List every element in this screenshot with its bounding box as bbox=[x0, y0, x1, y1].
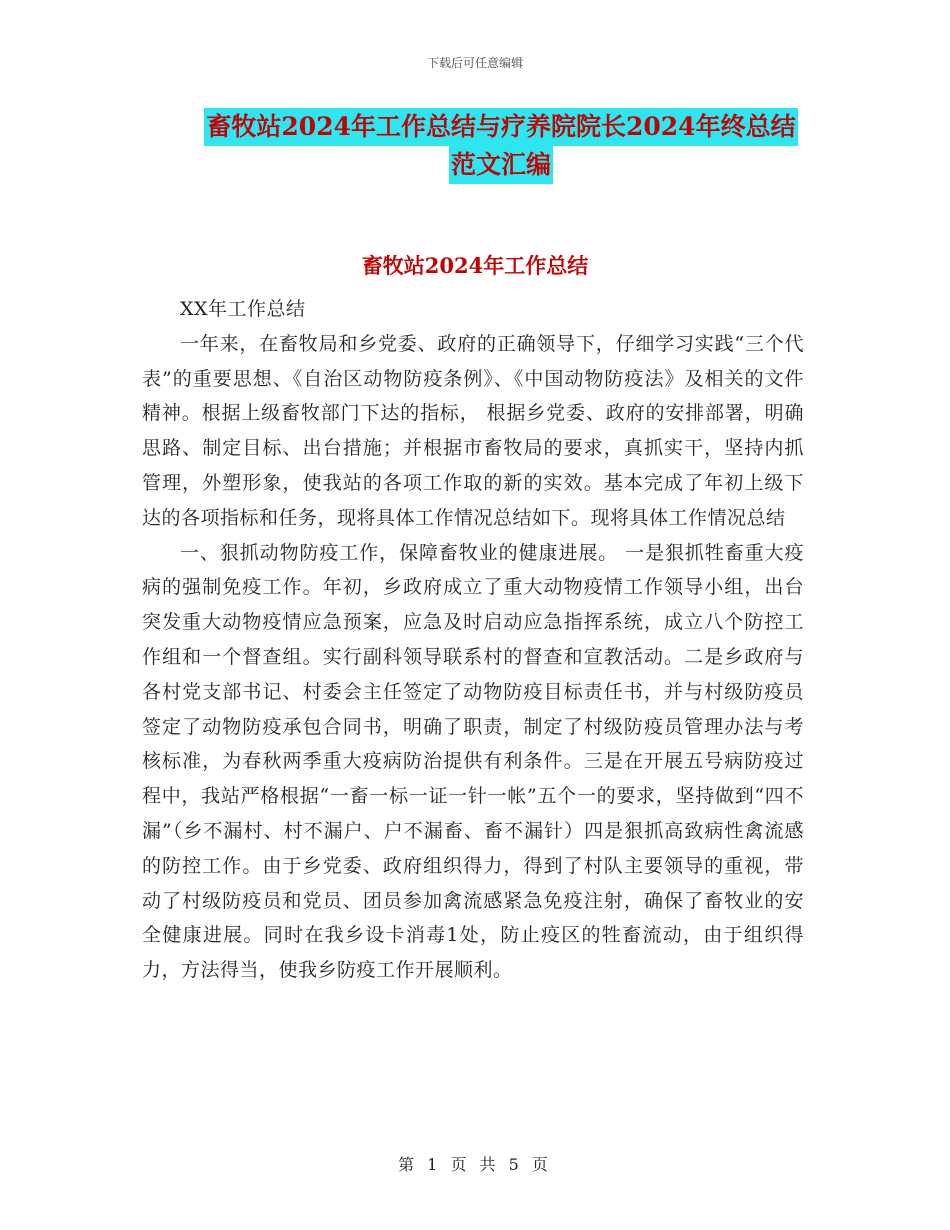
section-title: 畜牧站2024年工作总结 bbox=[361, 253, 589, 278]
header-note: 下载后可任意编辑 bbox=[426, 56, 523, 70]
page-footer: 第 1 页 共 5 页 bbox=[398, 1155, 552, 1174]
title-line-1: 畜牧站2024年工作总结与疗养院院长2024年终总结 bbox=[204, 108, 797, 146]
document-body bbox=[142, 292, 804, 988]
paragraph: 一、狠抓动物防疫工作，保障畜牧业的健康进展。 一是狠抓牲畜重大疫病的强制免疫工作。年初，乡政府成立了重大动物疫情工作领导小组，出台突发重大动物疫情应急预案，应急及时启动应急指挥系统，成立八个防控工作组和一个督查组。实行副科领导联系村的督查和宣教活动。二是乡政府与各村党支部书记、村委会主任签定了动物防疫目标责任书，并与村级防疫员签定了动物防疫承包合同书，明确了职责，制定了村级防疫员管理办法与考核标准，为春秋两季重大疫病防治提供有利条件。三是在开展五号病防疫过程中，我站严格根据“一畜一标一证一针一帐”五个一的要求，坚持做到“四不漏”（乡不漏村、村不漏户、户不漏畜、畜不漏针）四是狠抓高致病性禽流感的防控工作。由于乡党委、政府组织得力，得到了村队主要领导的重视，带动了村级防疫员和党员、团员参加禽流感紧急免疫注射，确保了畜牧业的安全健康进展。同时在我乡设卡消毒1处，防止疫区的牲畜流动，由于组织得力，方法得当，使我乡防疫工作开展顺利。 bbox=[142, 541, 804, 982]
title-line-2: 范文汇编 bbox=[449, 146, 553, 184]
paragraph: XX年工作总结 bbox=[180, 298, 306, 320]
document-title bbox=[196, 108, 806, 184]
paragraph: 一年来，在畜牧局和乡党委、政府的正确领导下，仔细学习实践“三个代表”的重要思想、《自治区动物防疫条例》、《中国动物防疫法》及相关的文件精神。根据上级畜牧部门下达的指标， 根据乡党委、政府的安排部署，明确思路、制定目标、出台措施；并根据市畜牧局的要求，真抓实干，坚持内抓管理，外塑形象，使我站的各项工作取的新的实效。基本完成了年初上级下达的各项指标和任务，现将具体工作情况总结如下。现将具体工作情况总结 bbox=[142, 332, 804, 529]
